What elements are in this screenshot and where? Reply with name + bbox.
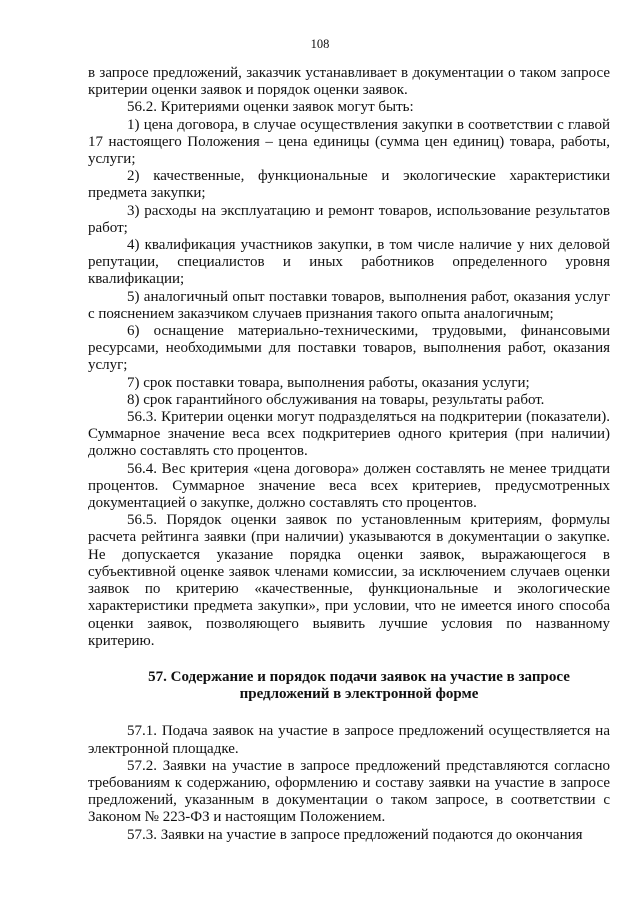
paragraph: 56.5. Порядок оценки заявок по установленным критериям, формулы расчета рейтинга заявки (при наличии) указываются в документации о закупке. Не допускается указание порядка оценки заявок, выражающегося в субъективной оценке заявок членами комиссии, за исключением случаев оценки заявок по критерию «качественные, функциональные и экологические характеристики предмета закупки», при условии, что не имеется иного способа оценки заявок, позволяющего выявить лучшие условия по названному критерию.: [88, 512, 610, 649]
list-item: 5) аналогичный опыт поставки товаров, выполнения работ, оказания услуг с пояснением заказчиком случаев признания такого опыта аналогичным;: [88, 288, 610, 322]
paragraph: 56.3. Критерии оценки могут подразделяться на подкритерии (показатели). Суммарное значение веса всех подкритериев одного критерия (при наличии) должно составлять сто процентов.: [88, 409, 610, 460]
paragraph: в запросе предложений, заказчик устанавливает в документации о таком запросе критерии оценки заявок и порядок оценки заявок.: [88, 65, 610, 99]
paragraph: 56.2. Критериями оценки заявок могут быть:: [127, 99, 414, 116]
list-item: 1) цена договора, в случае осуществления закупки в соответствии с главой 17 настоящего Положения – цена единицы (сумма цен единиц) товара, работы, услуги;: [88, 116, 610, 168]
page-number: 108: [310, 37, 330, 51]
document-body: [88, 65, 610, 844]
paragraph: 57.3. Заявки на участие в запросе предложений подаются до окончания: [127, 826, 583, 843]
list-item: 8) срок гарантийного обслуживания на товары, результаты работ.: [127, 391, 545, 408]
paragraph: 57.2. Заявки на участие в запросе предложений представляются согласно требованиям к содержанию, оформлению и составу заявки на участие в запросе предложений, указанным в документации о таком запросе, в соответствии с Законом № 223-ФЗ и настоящим Положением.: [88, 757, 610, 826]
section-heading: 57. Содержание и порядок подачи заявок на участие в запросе предложений в электронной форме: [148, 668, 570, 703]
list-item: 3) расходы на эксплуатацию и ремонт товаров, использование результатов работ;: [88, 202, 610, 236]
list-item: 6) оснащение материально-техническими, трудовыми, финансовыми ресурсами, необходимыми для поставки товаров, выполнения работ, оказания услуг;: [88, 323, 610, 374]
list-item: 2) качественные, функциональные и экологические характеристики предмета закупки;: [88, 168, 610, 202]
list-item: 7) срок поставки товара, выполнения работы, оказания услуги;: [127, 374, 530, 391]
paragraph: 56.4. Вес критерия «цена договора» должен составлять не менее тридцати процентов. Суммарное значение веса всех критериев, предусмотренных документацией о закупке, должно составлять сто процентов.: [88, 460, 610, 512]
paragraph: 57.1. Подача заявок на участие в запросе предложений осуществляется на электронной площадке.: [88, 723, 610, 757]
list-item: 4) квалификация участников закупки, в том числе наличие у них деловой репутации, специалистов и иных работников определенного уровня квалификации;: [88, 237, 610, 288]
